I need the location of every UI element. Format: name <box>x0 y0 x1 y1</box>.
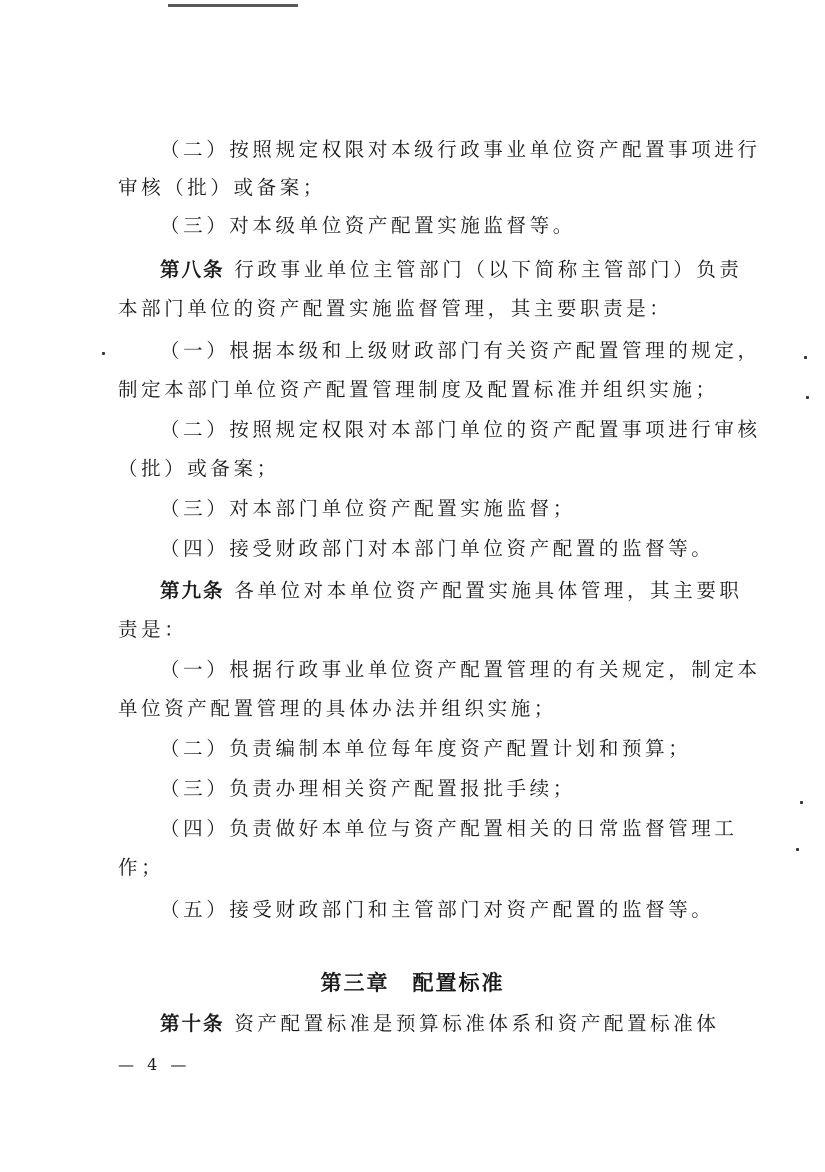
scan-speck <box>102 352 105 355</box>
text-line: （二）负责编制本单位每年度资产配置计划和预算； <box>160 737 692 760</box>
scan-speck <box>800 801 803 804</box>
article-9-text: 各单位对本单位资产配置实施具体管理，其主要职 <box>234 579 743 602</box>
text-line: （一）根据行政事业单位资产配置管理的有关规定，制定本 <box>160 658 761 681</box>
text-line: （二）按照规定权限对本级行政事业单位资产配置事项进行 <box>160 138 761 161</box>
article-10-line <box>160 1011 719 1037</box>
text-line: 作； <box>118 856 165 879</box>
text-line: （一）根据本级和上级财政部门有关资产配置管理的规定， <box>160 339 761 362</box>
text-line: （五）接受财政部门和主管部门对资产配置的监督等。 <box>160 898 715 921</box>
text-line: （批）或备案； <box>118 457 280 480</box>
text-line: 审核（批）或备案； <box>118 176 326 199</box>
article-8-heading: 第八条 <box>160 258 225 281</box>
article-10-text: 资产配置标准是预算标准体系和资产配置标准体 <box>234 1012 720 1035</box>
text-line: 制定本部门单位资产配置管理制度及配置标准并组织实施； <box>118 378 719 401</box>
scan-speck <box>804 356 807 359</box>
text-line: （四）负责做好本单位与资产配置相关的日常监督管理工 <box>160 817 738 840</box>
text-line: （三）负责办理相关资产配置报批手续； <box>160 777 576 800</box>
article-8-text: 行政事业单位主管部门（以下简称主管部门）负责 <box>234 258 743 281</box>
text-line: 责是： <box>118 618 188 641</box>
article-9-heading: 第九条 <box>160 579 225 602</box>
scan-speck <box>796 848 799 851</box>
scan-speck <box>806 396 809 399</box>
article-8-line <box>160 257 743 283</box>
text-line: 本部门单位的资产配置实施监督管理，其主要职责是： <box>118 297 673 320</box>
text-line: （三）对本级单位资产配置实施监督等。 <box>160 214 576 237</box>
chapter-title: 第三章 配置标准 <box>320 970 505 995</box>
header-fragment <box>168 0 298 7</box>
page-number: — 4 — <box>118 1055 191 1074</box>
article-9-line <box>160 578 743 604</box>
text-line: （三）对本部门单位资产配置实施监督； <box>160 497 576 520</box>
text-line: （四）接受财政部门对本部门单位资产配置的监督等。 <box>160 537 715 560</box>
article-10-heading: 第十条 <box>160 1012 225 1035</box>
text-line: （二）按照规定权限对本部门单位的资产配置事项进行审核 <box>160 418 761 441</box>
text-line: 单位资产配置管理的具体办法并组织实施； <box>118 697 557 720</box>
